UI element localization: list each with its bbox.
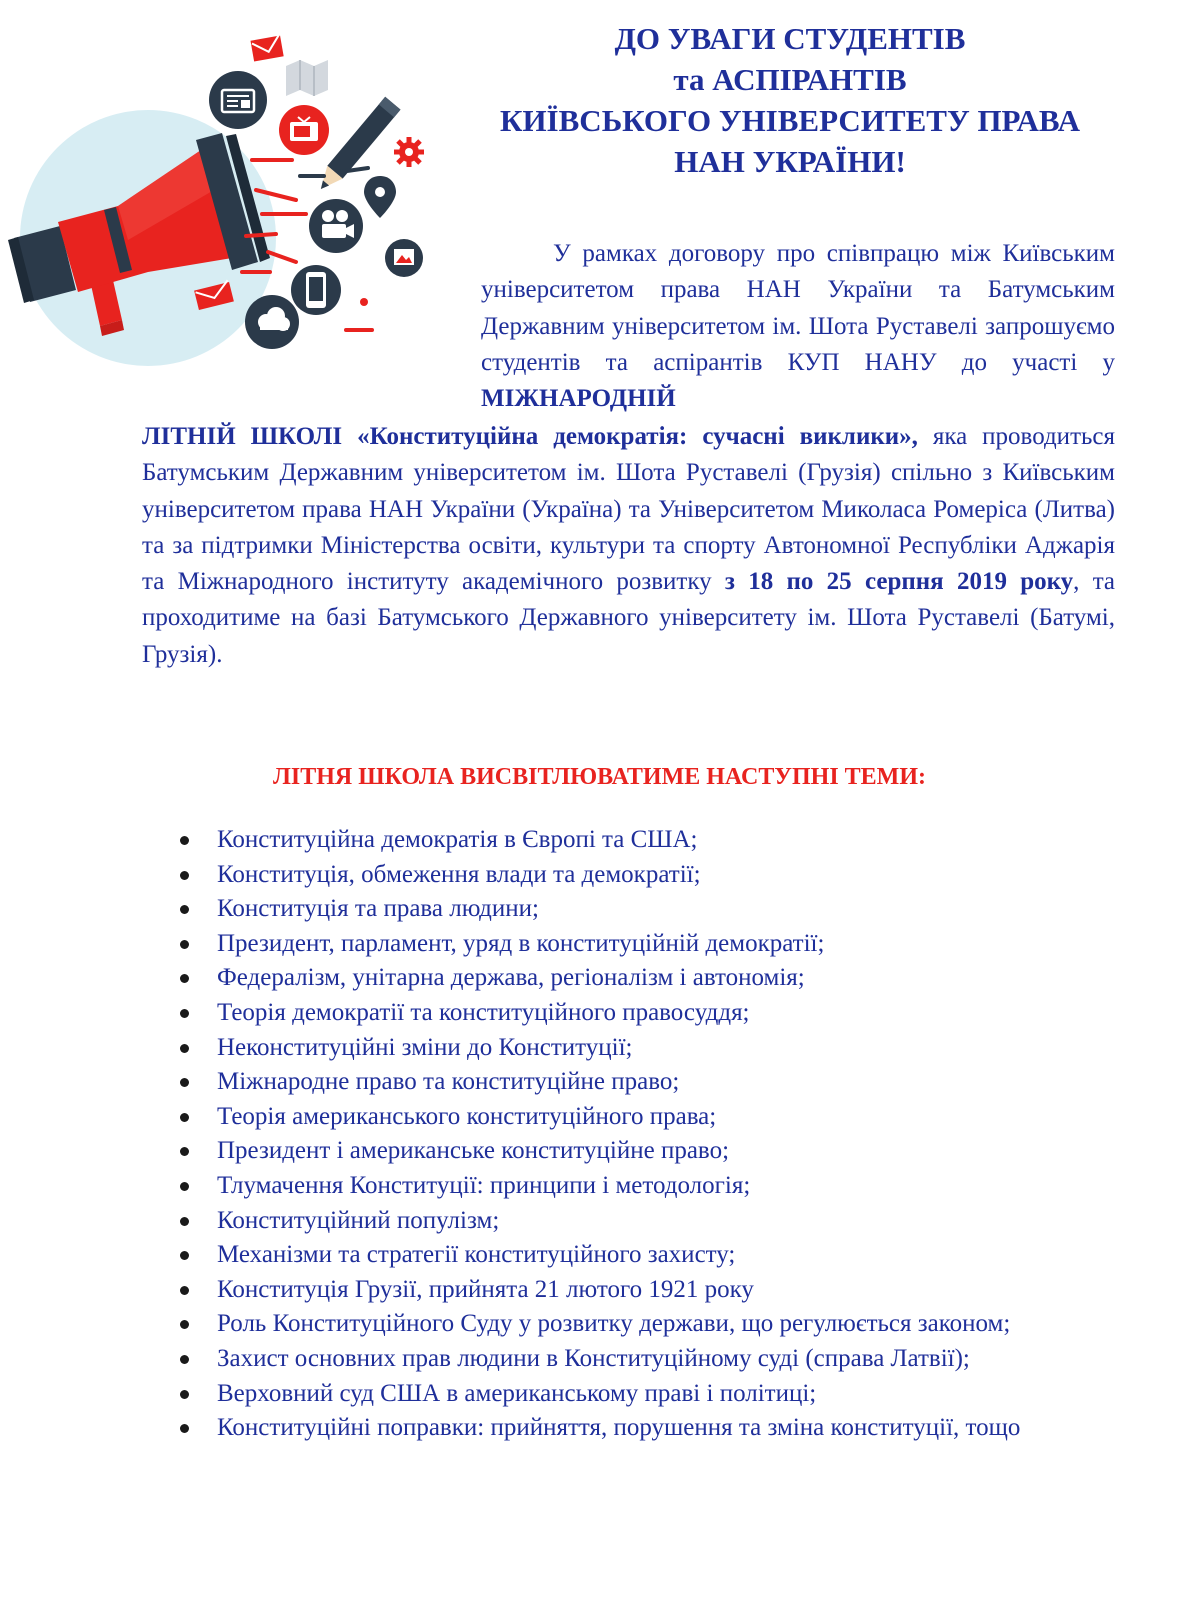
bullet-icon [180, 836, 189, 845]
bullet-icon [180, 1251, 189, 1260]
bullet-icon [180, 1113, 189, 1122]
bullet-icon [180, 905, 189, 914]
list-item: Президент і американське конституційне право; [180, 1134, 1105, 1169]
bullet-icon [180, 1390, 189, 1399]
body-paragraph [142, 419, 1115, 673]
body-text-1: яка проводиться Батумським Державним університетом ім. Шота Руставелі (Грузія) спільно з Київським університетом права НАН України (Україна) та Університетом Миколаса Ромеріса (Литва) та за підтримки Міністерства освіти, культури та спорту Автономної Республіки Аджарія та Міжнародного інституту академічного розвитку [142, 423, 1115, 596]
intro-paragraph [481, 236, 1115, 417]
topics-list [180, 823, 1105, 1446]
list-item: Теорія американського конституційного права; [180, 1100, 1105, 1135]
gear-icon [394, 137, 424, 167]
heading-line-4: НАН УКРАЇНИ! [674, 144, 906, 179]
list-item: Верховний суд США в американському праві і політиці; [180, 1377, 1105, 1412]
bullet-icon [180, 940, 189, 949]
megaphone-illustration [0, 0, 460, 420]
bullet-icon [180, 871, 189, 880]
school-dates: з 18 по 25 серпня 2019 року [724, 568, 1074, 596]
bullet-icon [180, 1320, 189, 1329]
list-item: Федералізм, унітарна держава, регіоналізм і автономія; [180, 961, 1105, 996]
film-camera-icon [309, 199, 363, 253]
list-item: Конституційний популізм; [180, 1204, 1105, 1239]
envelope-icon [250, 34, 283, 62]
list-item: Тлумачення Конституції: принципи і методологія; [180, 1169, 1105, 1204]
map-icon [286, 60, 328, 96]
bullet-icon [180, 1009, 189, 1018]
body-text-2: , та проходитиме на базі Батумського Державного університету ім. Шота Руставелі (Батумі, Грузія). [142, 568, 1116, 668]
list-item: Конституція Грузії, прийнята 21 лютого 1921 року [180, 1273, 1105, 1308]
bullet-icon [180, 1044, 189, 1053]
location-pin-icon [364, 176, 396, 218]
list-item: Конституційні поправки: прийняття, порушення та зміна конституції, тощо [180, 1411, 1105, 1446]
bullet-icon [180, 974, 189, 983]
bullet-icon [180, 1217, 189, 1226]
list-item: Неконституційні зміни до Конституції; [180, 1031, 1105, 1066]
heading-line-1: ДО УВАГИ СТУДЕНТІВ [614, 21, 966, 56]
bullet-icon [180, 1355, 189, 1364]
announcement-heading [460, 18, 1120, 182]
cloud-icon [245, 295, 299, 349]
list-item: Теорія демократії та конституційного правосуддя; [180, 996, 1105, 1031]
bullet-icon [180, 1078, 189, 1087]
smartphone-icon [291, 265, 341, 315]
list-item: Конституційна демократія в Європі та США; [180, 823, 1105, 858]
list-item: Механізми та стратегії конституційного захисту; [180, 1238, 1105, 1273]
intro-text: У рамках договору про співпрацю між Київським університетом права НАН України та Батумським Державним університетом ім. Шота Руставелі запрошуємо студентів та аспірантів КУП НАНУ до участі у [481, 240, 1115, 376]
bullet-icon [180, 1424, 189, 1433]
list-item: Конституція та права людини; [180, 892, 1105, 927]
list-item: Роль Конституційного Суду у розвитку держави, що регулюється законом; [180, 1307, 1105, 1342]
list-item: Конституція, обмеження влади та демократії; [180, 858, 1105, 893]
bullet-icon [180, 1286, 189, 1295]
tv-icon [279, 105, 329, 155]
list-item: Міжнародне право та конституційне право; [180, 1065, 1105, 1100]
intro-bold-text: МІЖНАРОДНІЙ [481, 385, 676, 413]
bullet-icon [180, 1182, 189, 1191]
newspaper-icon [209, 71, 267, 129]
picture-icon [385, 239, 423, 277]
school-name: ЛІТНІЙ ШКОЛІ «Конституційна демократія: сучасні виклики», [142, 423, 918, 450]
decorative-dot [360, 298, 368, 306]
heading-line-3: КИЇВСЬКОГО УНІВЕРСИТЕТУ ПРАВА [499, 103, 1081, 138]
topics-heading: ЛІТНЯ ШКОЛА ВИСВІТЛЮВАТИМЕ НАСТУПНІ ТЕМИ: [273, 764, 926, 790]
heading-line-2: та АСПІРАНТІВ [673, 62, 907, 97]
list-item: Захист основних прав людини в Конституційному суді (справа Латвії); [180, 1342, 1105, 1377]
list-item: Президент, парламент, уряд в конституційній демократії; [180, 927, 1105, 962]
bullet-icon [180, 1147, 189, 1156]
